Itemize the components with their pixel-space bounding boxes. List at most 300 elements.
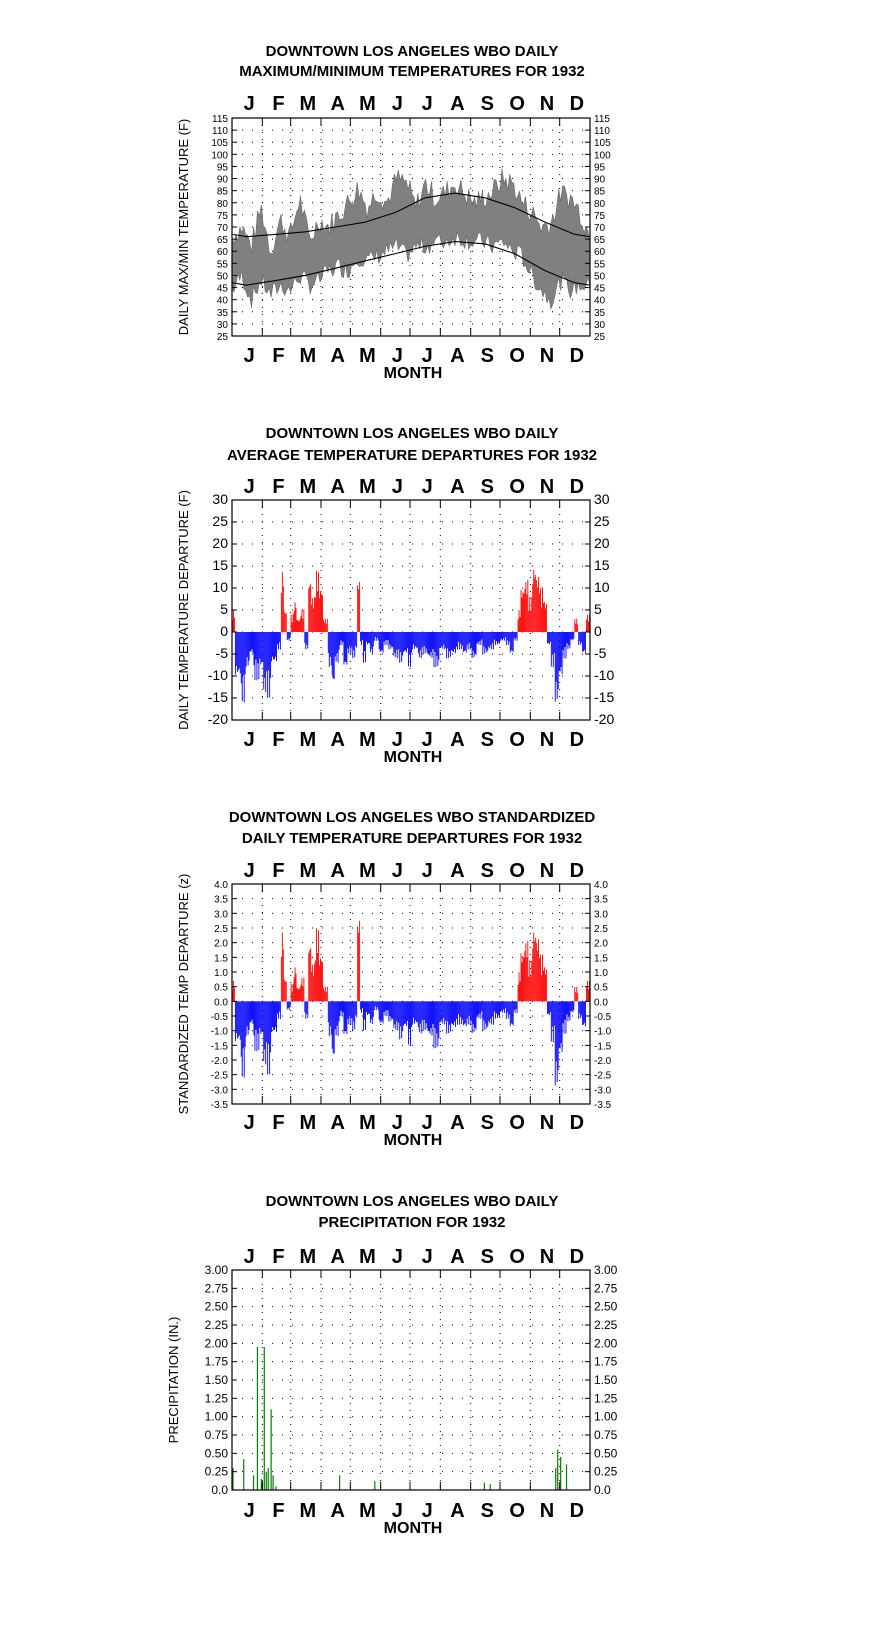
departure-bar bbox=[313, 608, 314, 632]
departure-bar bbox=[269, 1001, 270, 1074]
departure-bar bbox=[521, 953, 522, 1001]
departure-bar bbox=[497, 1001, 498, 1018]
departure-bar bbox=[562, 1001, 563, 1052]
y-tick-label-left: 2.5 bbox=[214, 924, 228, 935]
departure-bar bbox=[378, 632, 379, 640]
departure-bar bbox=[347, 632, 348, 649]
departure-bar bbox=[476, 1001, 477, 1029]
y-tick-label-right: 3.0 bbox=[594, 909, 608, 921]
departure-bar bbox=[331, 1001, 332, 1034]
departure-bar bbox=[409, 632, 410, 654]
departure-bar bbox=[508, 1001, 509, 1018]
departure-bar bbox=[482, 632, 483, 654]
departure-bar bbox=[497, 632, 498, 645]
departure-bar bbox=[273, 1001, 274, 1030]
departure-bar bbox=[378, 1001, 379, 1009]
y-axis-label: STANDARDIZED TEMP DEPARTURE (z) bbox=[176, 873, 191, 1115]
departure-bar bbox=[541, 608, 542, 632]
departure-bar bbox=[450, 1001, 451, 1031]
departure-bar bbox=[299, 988, 300, 1002]
departure-bar bbox=[514, 1001, 515, 1010]
departure-bar bbox=[559, 1001, 560, 1048]
departure-bar bbox=[245, 1001, 246, 1047]
departure-bar bbox=[385, 632, 386, 645]
departure-bar bbox=[491, 1001, 492, 1024]
y-tick-label-left: 15 bbox=[212, 557, 228, 573]
y-tick-label-right: 25 bbox=[594, 332, 606, 343]
departure-bar bbox=[417, 632, 418, 648]
departure-bar bbox=[553, 632, 554, 667]
departure-bar bbox=[460, 632, 461, 644]
departure-bar bbox=[235, 1001, 236, 1041]
departure-bar bbox=[504, 632, 505, 641]
departure-bar bbox=[337, 632, 338, 653]
departure-bar bbox=[418, 1001, 419, 1027]
departure-bar bbox=[256, 1001, 257, 1051]
month-label-bottom: M bbox=[359, 729, 376, 751]
month-label-top: N bbox=[539, 93, 555, 115]
month-label-top: S bbox=[480, 1246, 495, 1268]
departure-bar bbox=[491, 632, 492, 649]
y-tick-label-right: 115 bbox=[594, 114, 610, 125]
departure-bar bbox=[437, 1001, 438, 1046]
departure-bar bbox=[410, 1001, 411, 1045]
departure-bar bbox=[267, 632, 268, 698]
departure-bar bbox=[314, 597, 315, 632]
departure-bar bbox=[552, 1001, 553, 1027]
departure-bar bbox=[368, 632, 369, 643]
departure-bar bbox=[408, 632, 409, 666]
y-tick-label-left: 0.50 bbox=[204, 1446, 228, 1461]
y-tick-label-right: -5 bbox=[594, 645, 607, 661]
departure-bar bbox=[351, 1001, 352, 1018]
departure-bar bbox=[260, 632, 261, 664]
month-label-top: M bbox=[299, 93, 317, 115]
departure-bar bbox=[249, 632, 250, 661]
departure-bar bbox=[335, 1001, 336, 1029]
departure-bar bbox=[403, 1001, 404, 1025]
y-tick-label-right: 30 bbox=[594, 319, 606, 331]
departure-bar bbox=[302, 987, 303, 1001]
departure-bar bbox=[542, 588, 543, 632]
departure-bar bbox=[366, 632, 367, 642]
departure-bar bbox=[340, 1001, 341, 1016]
departure-bar bbox=[307, 632, 308, 649]
departure-bar bbox=[506, 632, 507, 645]
departure-bar bbox=[578, 1001, 579, 1018]
month-label-top: A bbox=[330, 860, 345, 882]
departure-bar bbox=[355, 1001, 356, 1015]
month-label-top: F bbox=[272, 93, 285, 115]
departure-bar bbox=[382, 1001, 383, 1020]
departure-bar bbox=[416, 1001, 417, 1022]
month-label-top: A bbox=[450, 1246, 465, 1268]
chart-title-line: AVERAGE TEMPERATURE DEPARTURES FOR 1932 bbox=[226, 447, 598, 464]
y-tick-label-right: 90 bbox=[594, 174, 606, 186]
month-label-bottom: N bbox=[539, 1112, 555, 1134]
departure-bar bbox=[300, 985, 301, 1002]
departure-bar bbox=[266, 632, 267, 671]
departure-bar bbox=[363, 1001, 364, 1030]
y-tick-label-left: 1.50 bbox=[204, 1373, 228, 1387]
departure-bar bbox=[398, 632, 399, 649]
departure-bar bbox=[444, 632, 445, 649]
departure-bar bbox=[276, 632, 277, 661]
departure-bar bbox=[401, 632, 402, 662]
departure-bar bbox=[350, 1001, 351, 1024]
departure-bar bbox=[297, 988, 298, 1001]
chart-2 bbox=[176, 425, 614, 766]
departure-bar bbox=[251, 1001, 252, 1022]
departure-bar bbox=[346, 632, 347, 665]
departure-bar bbox=[563, 1001, 564, 1023]
departure-bar bbox=[324, 991, 325, 1002]
departure-bar bbox=[367, 632, 368, 644]
departure-bar bbox=[316, 571, 317, 632]
departure-bar bbox=[406, 632, 407, 652]
departure-bar bbox=[283, 586, 284, 632]
departure-bar bbox=[330, 632, 331, 657]
departure-bar bbox=[399, 1001, 400, 1039]
departure-bar bbox=[280, 632, 281, 650]
departure-bar bbox=[481, 632, 482, 639]
departure-bar bbox=[424, 1001, 425, 1020]
y-tick-label-right: 2.0 bbox=[594, 938, 608, 950]
departure-bar bbox=[247, 1001, 248, 1026]
departure-bar bbox=[575, 624, 576, 632]
month-label-bottom: J bbox=[391, 729, 403, 751]
departure-bar bbox=[476, 632, 477, 655]
departure-bar bbox=[501, 632, 502, 639]
departure-bar bbox=[322, 962, 323, 1001]
departure-bar bbox=[523, 958, 524, 1002]
month-label-bottom: S bbox=[480, 1112, 495, 1134]
departure-bar bbox=[297, 620, 298, 632]
y-tick-label-left: -3.5 bbox=[210, 1100, 228, 1111]
month-label-bottom: J bbox=[421, 1500, 433, 1522]
y-tick-label-right: 70 bbox=[594, 223, 606, 234]
departure-bar bbox=[262, 632, 263, 662]
y-tick-label-right: 55 bbox=[594, 259, 606, 271]
departure-bar bbox=[500, 632, 501, 640]
departure-bar bbox=[278, 1001, 279, 1018]
y-tick-label-right: 45 bbox=[594, 283, 606, 295]
departure-bar bbox=[253, 1001, 254, 1024]
departure-bar bbox=[474, 632, 475, 657]
departure-bar bbox=[415, 1001, 416, 1020]
departure-bar bbox=[234, 988, 235, 1002]
departure-bar bbox=[492, 1001, 493, 1016]
y-tick-label-left: 100 bbox=[211, 150, 228, 162]
month-label-top: S bbox=[480, 860, 495, 882]
departure-bar bbox=[379, 1001, 380, 1019]
y-tick-label-left: 70 bbox=[216, 223, 228, 234]
departure-bar bbox=[536, 943, 537, 1001]
departure-bar bbox=[439, 1001, 440, 1022]
y-tick-label-right: 2.5 bbox=[594, 924, 608, 935]
departure-bar bbox=[259, 1001, 260, 1028]
departure-bar bbox=[422, 1001, 423, 1020]
departure-bar bbox=[578, 632, 579, 645]
chart-title-line: DOWNTOWN LOS ANGELES WBO DAILY bbox=[265, 43, 559, 60]
departure-bar bbox=[385, 1001, 386, 1015]
y-tick-label-left: 0.25 bbox=[204, 1464, 228, 1479]
month-label-top: J bbox=[243, 1246, 255, 1268]
departure-bar bbox=[540, 955, 541, 1002]
departure-bar bbox=[433, 1001, 434, 1048]
departure-bar bbox=[421, 632, 422, 658]
departure-bar bbox=[536, 580, 537, 632]
month-label-top: S bbox=[480, 93, 495, 115]
departure-bar bbox=[291, 614, 292, 632]
month-label-top: O bbox=[509, 476, 525, 498]
departure-bar bbox=[463, 632, 464, 652]
y-tick-label-left: 55 bbox=[216, 259, 228, 271]
departure-bar bbox=[471, 1001, 472, 1020]
y-tick-label-right: -2.5 bbox=[594, 1070, 612, 1082]
y-tick-label-right: 85 bbox=[594, 186, 606, 198]
y-tick-label-right: 1.50 bbox=[594, 1373, 618, 1387]
departure-bar bbox=[285, 614, 286, 632]
departure-bar bbox=[329, 1001, 330, 1036]
departure-bar bbox=[318, 930, 319, 1001]
departure-bar bbox=[261, 1001, 262, 1031]
departure-bar bbox=[495, 1001, 496, 1018]
y-tick-label-left: -2.0 bbox=[210, 1056, 228, 1067]
departure-bar bbox=[343, 632, 344, 642]
departure-bar bbox=[458, 632, 459, 642]
departure-bar bbox=[318, 572, 319, 632]
departure-bar bbox=[390, 1001, 391, 1020]
departure-bar bbox=[336, 632, 337, 661]
y-tick-label-left: -5 bbox=[215, 645, 228, 661]
departure-bar bbox=[237, 632, 238, 672]
departure-bar bbox=[548, 632, 549, 643]
y-tick-label-right: 100 bbox=[594, 150, 611, 162]
departure-bar bbox=[438, 1001, 439, 1038]
departure-bar bbox=[244, 1001, 245, 1077]
departure-bar bbox=[312, 598, 313, 632]
departure-bar bbox=[534, 578, 535, 632]
departure-bar bbox=[480, 1001, 481, 1018]
departure-bar bbox=[551, 1001, 552, 1041]
departure-bar bbox=[353, 632, 354, 650]
departure-bar bbox=[304, 632, 305, 643]
y-tick-label-left: -1.5 bbox=[210, 1041, 228, 1053]
departure-bar bbox=[376, 1001, 377, 1010]
departure-bar bbox=[238, 632, 239, 670]
y-tick-label-left: 45 bbox=[216, 283, 228, 295]
departure-bar bbox=[335, 632, 336, 656]
departure-bar bbox=[299, 620, 300, 632]
departure-bar bbox=[288, 1001, 289, 1008]
departure-bar bbox=[554, 632, 555, 653]
departure-bar bbox=[355, 632, 356, 646]
month-label-top: D bbox=[569, 93, 585, 115]
departure-bar bbox=[352, 1001, 353, 1030]
y-tick-label-left: 0.5 bbox=[214, 982, 228, 994]
departure-bar bbox=[343, 1001, 344, 1012]
departure-bar bbox=[420, 1001, 421, 1023]
departure-bar bbox=[245, 632, 246, 674]
departure-bar bbox=[351, 632, 352, 647]
departure-bar bbox=[523, 592, 524, 632]
departure-bar bbox=[333, 632, 334, 679]
departure-bar bbox=[270, 1001, 271, 1052]
departure-bar bbox=[395, 632, 396, 657]
departure-bar bbox=[505, 1001, 506, 1008]
departure-bar bbox=[371, 632, 372, 649]
departure-bar bbox=[349, 1001, 350, 1016]
departure-bar bbox=[370, 1001, 371, 1022]
departure-bar bbox=[289, 632, 290, 641]
departure-bar bbox=[539, 594, 540, 632]
departure-bar bbox=[416, 632, 417, 648]
month-label-top: M bbox=[359, 93, 376, 115]
month-label-bottom: D bbox=[569, 1112, 585, 1134]
month-label-top: O bbox=[509, 1246, 525, 1268]
departure-bar bbox=[390, 632, 391, 649]
departure-bar bbox=[248, 632, 249, 665]
y-tick-label-left: 1.00 bbox=[204, 1409, 228, 1424]
y-tick-label-left: 3.5 bbox=[214, 894, 228, 906]
departure-bar bbox=[499, 1001, 500, 1017]
y-tick-label-left: 20 bbox=[212, 535, 228, 551]
departure-bar bbox=[365, 632, 366, 662]
departure-bar bbox=[391, 1001, 392, 1018]
y-tick-label-right: 0.50 bbox=[594, 1446, 618, 1461]
y-tick-label-right: 2.00 bbox=[594, 1336, 618, 1351]
departure-bar bbox=[239, 632, 240, 668]
departure-bar bbox=[360, 1001, 361, 1009]
departure-bar bbox=[570, 1001, 571, 1011]
departure-bar bbox=[389, 1001, 390, 1021]
month-label-bottom: J bbox=[391, 345, 403, 367]
month-label-top: M bbox=[359, 476, 376, 498]
departure-bar bbox=[580, 632, 581, 645]
departure-bar bbox=[258, 1001, 259, 1050]
departure-bar bbox=[504, 1001, 505, 1013]
y-tick-label-left: 60 bbox=[216, 247, 228, 259]
departure-bar bbox=[473, 632, 474, 651]
departure-bar bbox=[400, 1001, 401, 1026]
departure-bar bbox=[530, 610, 531, 632]
y-tick-label-right: 80 bbox=[594, 198, 606, 210]
departure-bar bbox=[258, 632, 259, 679]
departure-bar bbox=[458, 1001, 459, 1014]
departure-bar bbox=[468, 1001, 469, 1024]
departure-bar bbox=[423, 632, 424, 654]
month-label-bottom: A bbox=[330, 1112, 345, 1134]
month-label-bottom: A bbox=[450, 1500, 465, 1522]
departure-bar bbox=[493, 1001, 494, 1024]
departure-bar bbox=[583, 632, 584, 651]
month-label-top: A bbox=[330, 1246, 345, 1268]
departure-bar bbox=[440, 632, 441, 647]
departure-bar bbox=[357, 926, 358, 1001]
departure-bar bbox=[328, 1001, 329, 1022]
departure-bar bbox=[298, 620, 299, 632]
departure-bar bbox=[581, 1001, 582, 1015]
departure-bar bbox=[375, 632, 376, 637]
departure-bar bbox=[240, 1001, 241, 1039]
month-label-bottom: O bbox=[509, 345, 525, 367]
departure-bar bbox=[323, 620, 324, 632]
departure-bar bbox=[474, 1001, 475, 1032]
departure-bar bbox=[466, 1001, 467, 1026]
departure-bar bbox=[299, 989, 300, 1001]
departure-bar bbox=[290, 632, 291, 638]
departure-bar bbox=[294, 611, 295, 632]
departure-bar bbox=[419, 632, 420, 657]
departure-bar bbox=[447, 632, 448, 648]
y-tick-label-right: 95 bbox=[594, 162, 606, 174]
month-label-bottom: F bbox=[272, 729, 285, 751]
departure-bar bbox=[374, 632, 375, 641]
departure-bar bbox=[274, 1001, 275, 1030]
departure-bar bbox=[344, 1001, 345, 1034]
departure-bar bbox=[490, 1001, 491, 1018]
departure-bar bbox=[346, 1001, 347, 1034]
departure-bar bbox=[566, 1001, 567, 1033]
departure-bar bbox=[298, 989, 299, 1002]
departure-bar bbox=[250, 1001, 251, 1022]
departure-bar bbox=[271, 632, 272, 661]
departure-bar bbox=[472, 632, 473, 658]
month-label-top: M bbox=[359, 1246, 376, 1268]
departure-bar bbox=[431, 632, 432, 652]
departure-bar bbox=[565, 1001, 566, 1020]
y-tick-label-right: -1.0 bbox=[594, 1026, 612, 1038]
departure-bar bbox=[359, 921, 360, 1002]
departure-bar bbox=[581, 632, 582, 642]
y-tick-label-right: -3.0 bbox=[594, 1085, 612, 1097]
month-label-top: J bbox=[391, 1246, 403, 1268]
departure-bar bbox=[449, 632, 450, 651]
departure-bar bbox=[535, 575, 536, 632]
departure-bar bbox=[494, 632, 495, 640]
y-tick-label-left: -2.5 bbox=[210, 1070, 228, 1082]
departure-bar bbox=[344, 1001, 345, 1031]
departure-bar bbox=[381, 1001, 382, 1021]
departure-bar bbox=[241, 1001, 242, 1057]
departure-bar bbox=[524, 951, 525, 1001]
departure-bar bbox=[391, 632, 392, 646]
month-label-top: N bbox=[539, 1246, 555, 1268]
departure-bar bbox=[280, 1001, 281, 1019]
y-tick-label-left: -20 bbox=[207, 711, 228, 727]
departure-bar bbox=[308, 953, 309, 1001]
departure-bar bbox=[448, 1001, 449, 1033]
departure-bar bbox=[367, 1001, 368, 1015]
y-tick-label-left: 30 bbox=[216, 319, 228, 331]
departure-bar bbox=[534, 941, 535, 1001]
departure-bar bbox=[582, 632, 583, 652]
month-label-bottom: J bbox=[243, 1112, 255, 1134]
departure-bar bbox=[364, 632, 365, 651]
departure-bar bbox=[438, 632, 439, 660]
y-tick-label-left: 35 bbox=[216, 307, 228, 319]
departure-bar bbox=[233, 610, 234, 632]
month-label-top: M bbox=[359, 860, 376, 882]
departure-bar bbox=[518, 620, 519, 632]
departure-bar bbox=[421, 1001, 422, 1033]
y-tick-label-right: 65 bbox=[594, 235, 606, 247]
departure-bar bbox=[587, 615, 588, 632]
departure-bar bbox=[380, 632, 381, 652]
y-tick-label-right: 3.5 bbox=[594, 894, 608, 906]
departure-bar bbox=[249, 1001, 250, 1030]
